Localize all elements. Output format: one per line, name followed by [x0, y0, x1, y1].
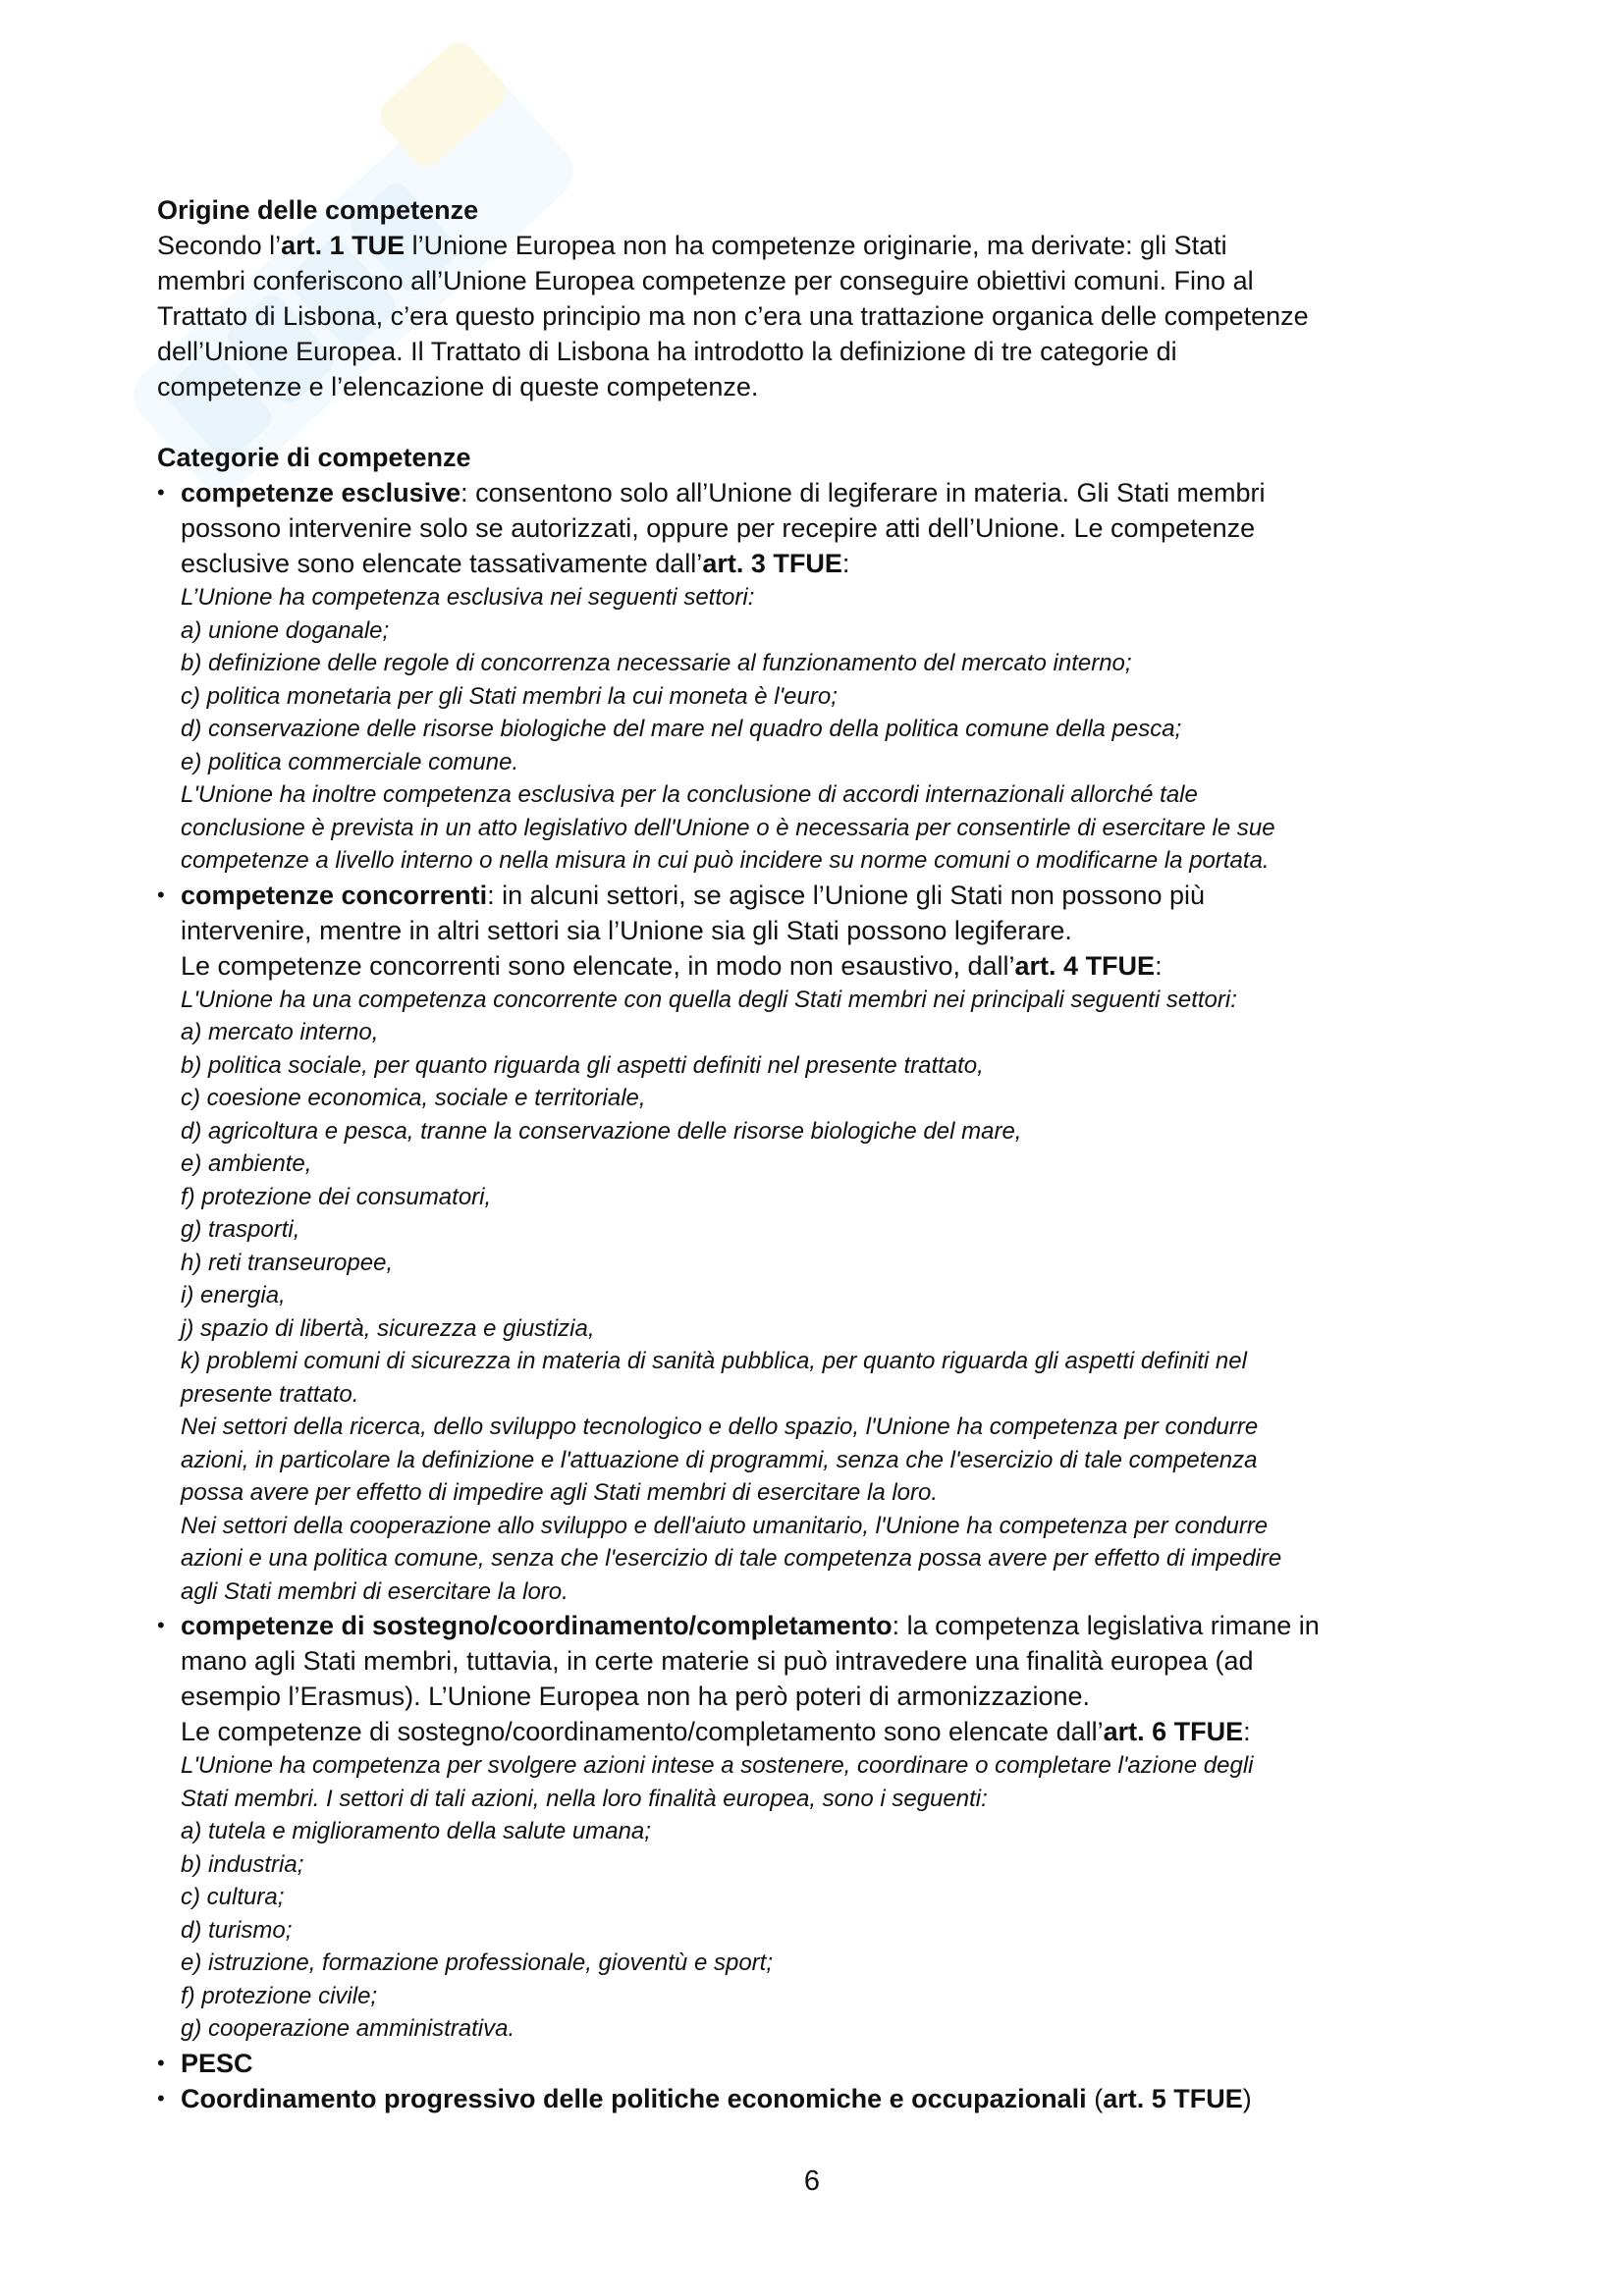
- categories-list: [157, 475, 1492, 2116]
- heading-origine: Origine delle competenze: [157, 195, 479, 225]
- quote-art3: L’Unione ha competenza esclusiva nei seguenti settori: a) unione doganale; b) definizione delle regole di concorrenza necessarie al funzionamento del mercato interno; c) politica monetaria per gli Stati membri la cui moneta è l'euro; d) conservazione delle risorse biologiche del mare nel quadro della politica comune della pesca; e) politica commerciale comune. L'Unione ha inoltre competenza esclusiva per la conclusione di accordi internazionali allorché tale conclusione è prevista in un atto legislativo dell'Unione o è necessaria per consentirle di esercitare le sue competenze a livello interno o nella misura in cui può incidere su norme comuni o modificarne la portata.: [181, 584, 1275, 874]
- term-concorrenti: competenze concorrenti: [181, 880, 488, 910]
- term-sostegno: competenze di sostegno/coordinamento/completamento: [181, 1611, 893, 1640]
- heading-categorie: Categorie di competenze: [157, 443, 471, 472]
- origine-paragraph: [157, 228, 1492, 404]
- ref-art3: art. 3 TFUE: [702, 549, 842, 578]
- origine-line-1: Secondo l’art. 1 TUE l’Unione Europea non ha competenze originarie, ma derivate: gli Stati: [157, 231, 1227, 260]
- ref-art4: art. 4 TFUE: [1014, 950, 1156, 981]
- page-number: 6: [803, 2165, 821, 2197]
- ref-art5: art. 5 TFUE: [1103, 2083, 1243, 2113]
- term-coordinamento: Coordinamento progressivo delle politiche economiche e occupazionali: [181, 2083, 1087, 2113]
- category-concorrenti: • competenze concorrenti: in alcuni settori, se agisce l’Unione gli Stati non possono più intervenire, mentre in altri settori sia l’Unione sia gli Stati possono legiferare. Le competenze concorrenti sono elencate, in modo non esaustivo, dall’art. 4 TFUE: L'Unione ha una competenza concorrente con quella degli Stati membri nei principali seguenti settori: a) mercato interno, b) politica sociale, per quanto riguarda gli aspetti definiti nel presente trattato, c) coesione economica, sociale e territoriale, d) agricoltura e pesca, tranne la conservazione delle risorse biologiche del mare, e) ambiente, f) protezione dei consumatori, g) trasporti, h) reti transeuropee, i) energia, j) spazio di libertà, sicurezza e giustizia, k) problemi comuni di sicurezza in materia di sanità pubblica, per quanto riguarda gli aspetti definiti nel presente trattato. Nei settori della ricerca, dello sviluppo tecnologico e dello spazio, l'Unione ha competenza per condurre azioni, in particolare la definizione e l'attuazione di programmi, senza che l'esercizio di tale competenza possa avere per effetto di impedire agli Stati membri di esercitare la loro. Nei settori della cooperazione allo sviluppo e dell'aiuto umanitario, l'Unione ha competenza per condurre azioni e una politica comune, senza che l'esercizio di tale competenza possa avere per effetto di impedire agli Stati membri di esercitare la loro.: [157, 878, 1492, 1609]
- category-coordinamento: • Coordinamento progressivo delle politiche economiche e occupazionali (art. 5 TFUE): [157, 2081, 1492, 2116]
- quote-art6: L'Unione ha competenza per svolgere azioni intese a sostenere, coordinare o completare l'azione degli Stati membri. I settori di tali azioni, nella loro finalità europea, sono i seguenti: a) tutela e miglioramento della salute umana; b) industria; c) cultura; d) turismo; e) istruzione, formazione professionale, gioventù e sport; f) protezione civile; g) cooperazione amministrativa.: [181, 1752, 1254, 2042]
- origine-line-3: Trattato di Lisbona, c’era questo principio ma non c’era una trattazione organica delle competenze: [157, 301, 1309, 331]
- quote-art4: L'Unione ha una competenza concorrente con quella degli Stati membri nei principali seguenti settori: a) mercato interno, b) politica sociale, per quanto riguarda gli aspetti definiti nel presente trattato, c) coesione economica, sociale e territoriale, d) agricoltura e pesca, tranne la conservazione delle risorse biologiche del mare, e) ambiente, f) protezione dei consumatori, g) trasporti, h) reti transeuropee, i) energia, j) spazio di libertà, sicurezza e giustizia, k) problemi comuni di sicurezza in materia di sanità pubblica, per quanto riguarda gli aspetti definiti nel presente trattato. Nei settori della ricerca, dello sviluppo tecnologico e dello spazio, l'Unione ha competenza per condurre azioni, in particolare la definizione e l'attuazione di programmi, senza che l'esercizio di tale competenza possa avere per effetto di impedire agli Stati membri di esercitare la loro. Nei settori della cooperazione allo sviluppo e dell'aiuto umanitario, l'Unione ha competenza per condurre azioni e una politica comune, senza che l'esercizio di tale competenza possa avere per effetto di impedire agli Stati membri di esercitare la loro.: [181, 986, 1282, 1605]
- category-esclusive: • competenze esclusive: consentono solo all’Unione di legiferare in materia. Gli Stati membri possono intervenire solo se autorizzati, oppure per recepire atti dell’Unione. Le competenze esclusive sono elencate tassativamente dall’art. 3 TFUE: L’Unione ha competenza esclusiva nei seguenti settori: a) unione doganale; b) definizione delle regole di concorrenza necessarie al funzionamento del mercato interno; c) politica monetaria per gli Stati membri la cui moneta è l'euro; d) conservazione delle risorse biologiche del mare nel quadro della politica comune della pesca; e) politica commerciale comune. L'Unione ha inoltre competenza esclusiva per la conclusione di accordi internazionali allorché tale conclusione è prevista in un atto legislativo dell'Unione o è necessaria per consentirle di esercitare le sue competenze a livello interno o nella misura in cui può incidere su norme comuni o modificarne la portata.: [157, 475, 1492, 878]
- category-sostegno: • competenze di sostegno/coordinamento/completamento: la competenza legislativa rimane in mano agli Stati membri, tuttavia, in certe materie si può intravedere una finalità europea (ad esempio l’Erasmus). L’Unione Europea non ha però poteri di armonizzazione. Le competenze di sostegno/coordinamento/completamento sono elencate dall’art. 6 TFUE: L'Unione ha competenza per svolgere azioni intese a sostenere, coordinare o completare l'azione degli Stati membri. I settori di tali azioni, nella loro finalità europea, sono i seguenti: a) tutela e miglioramento della salute umana; b) industria; c) cultura; d) turismo; e) istruzione, formazione professionale, gioventù e sport; f) protezione civile; g) cooperazione amministrativa.: [157, 1608, 1492, 2046]
- term-pesc: PESC: [181, 2048, 253, 2078]
- origine-line-2: membri conferiscono all’Unione Europea competenze per conseguire obiettivi comuni. Fino al: [157, 266, 1254, 295]
- origine-line-5: competenze e l’elencazione di queste competenze.: [157, 372, 759, 401]
- ref-art6: art. 6 TFUE: [1103, 1717, 1244, 1746]
- origine-line-4: dell’Unione Europea. Il Trattato di Lisbona ha introdotto la definizione di tre categorie di: [157, 337, 1177, 366]
- document-page: [157, 192, 1492, 2116]
- category-pesc: [157, 2046, 1492, 2081]
- term-esclusive: competenze esclusive: [181, 478, 461, 507]
